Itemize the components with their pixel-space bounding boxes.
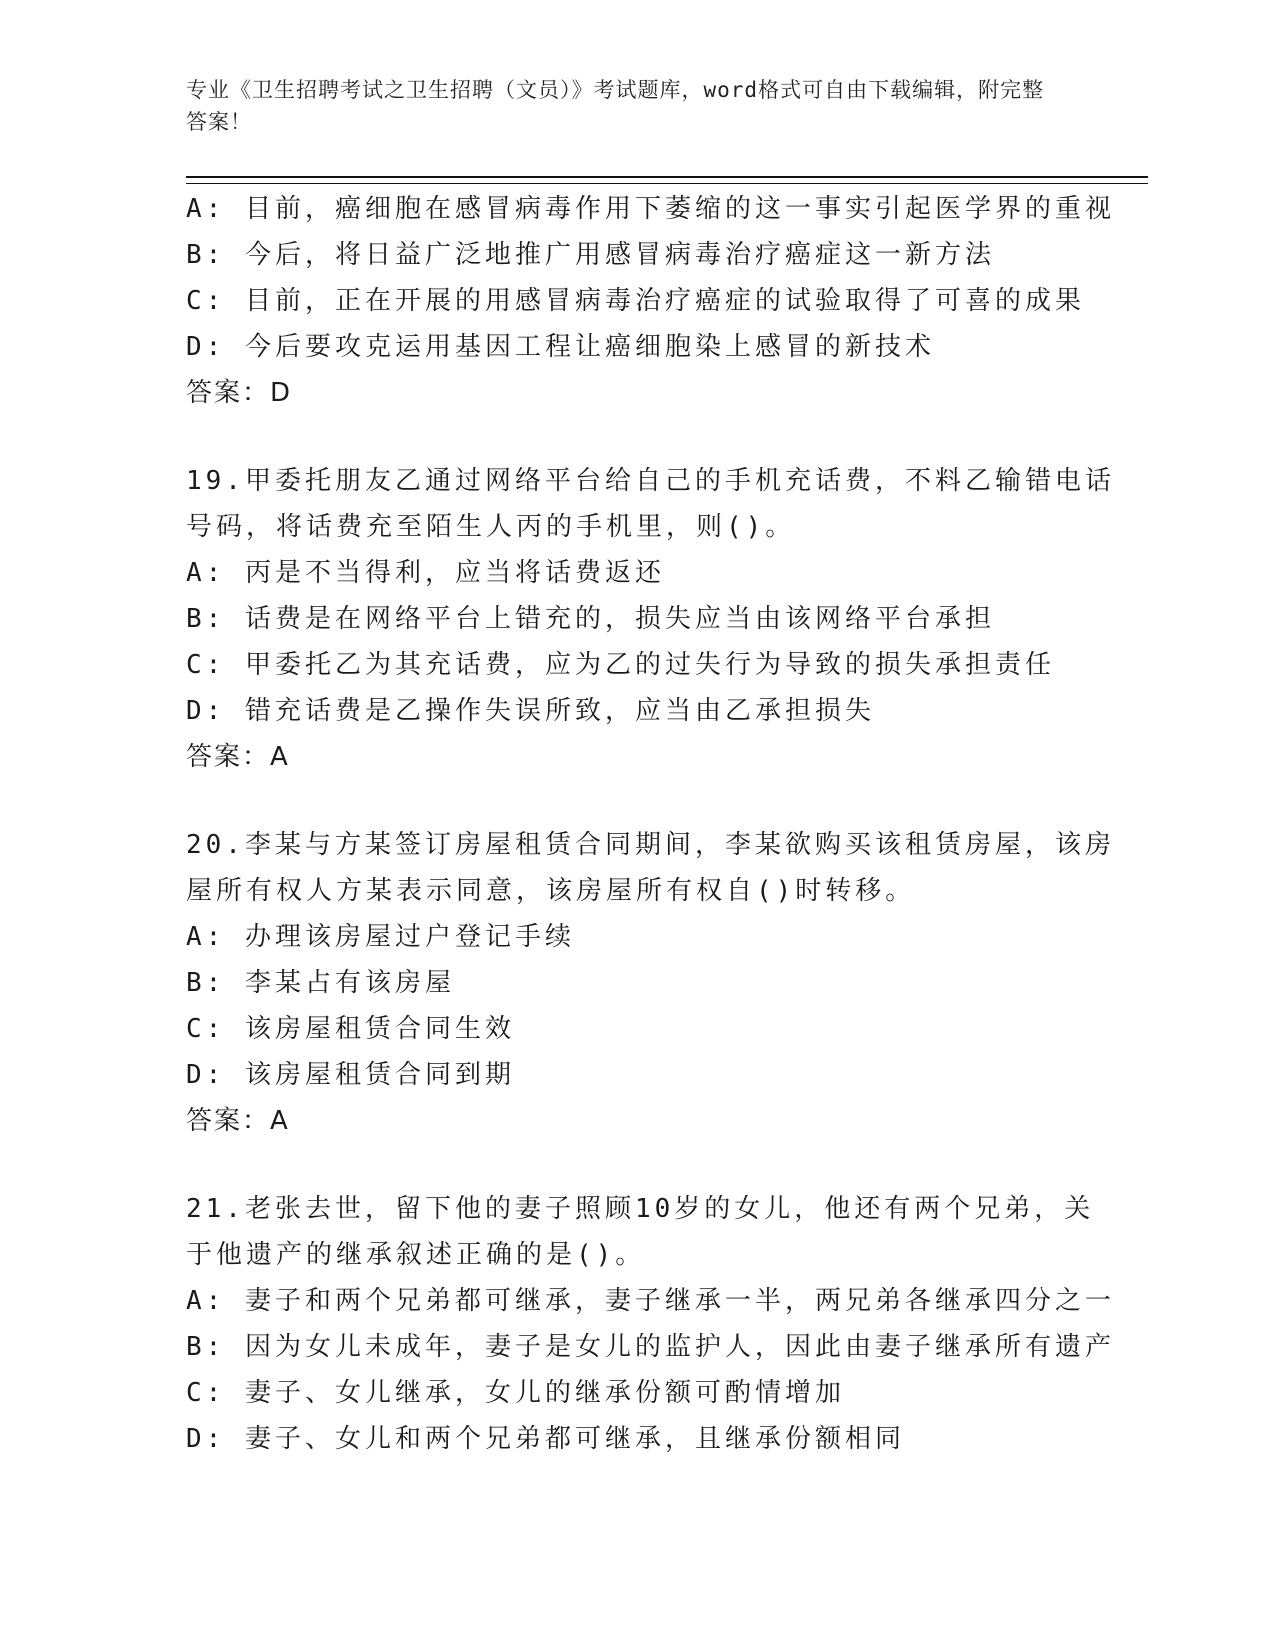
question-stem-continued: 屋所有权人方某表示同意，该房屋所有权自()时转移。 [186,876,916,906]
question-19 [186,458,1115,780]
option-b: B: 李某占有该房屋 [186,968,455,998]
question-stem-continued: 号码，将话费充至陌生人丙的手机里，则()。 [186,512,796,542]
question-20 [186,822,1115,1144]
header-rule-thick [186,176,1148,178]
option-b: B: 话费是在网络平台上错充的，损失应当由该网络平台承担 [186,604,995,634]
option-b: B: 今后，将日益广泛地推广用感冒病毒治疗癌症这一新方法 [186,240,995,270]
question-stem: 21.老张去世，留下他的妻子照顾10岁的女儿，他还有两个兄弟，关 [186,1194,1095,1224]
answer: 答案：A [186,742,290,772]
question-stem: 19.甲委托朋友乙通过网络平台给自己的手机充话费，不料乙输错电话 [186,466,1115,496]
option-d: D: 该房屋租赁合同到期 [186,1060,515,1090]
option-a: A: 丙是不当得利，应当将话费返还 [186,558,665,588]
option-c: C: 该房屋租赁合同生效 [186,1014,515,1044]
answer: 答案：A [186,1106,290,1136]
option-d: D: 错充话费是乙操作失误所致，应当由乙承担损失 [186,696,875,726]
option-a: A: 妻子和两个兄弟都可继承，妻子继承一半，两兄弟各继承四分之一 [186,1286,1115,1316]
option-a: A: 办理该房屋过户登记手续 [186,922,575,952]
question-18 [186,186,1115,416]
option-d: D: 今后要攻克运用基因工程让癌细胞染上感冒的新技术 [186,332,935,362]
answer: 答案：D [186,378,293,408]
option-c: C: 目前，正在开展的用感冒病毒治疗癌症的试验取得了可喜的成果 [186,286,1085,316]
option-d: D: 妻子、女儿和两个兄弟都可继承，且继承份额相同 [186,1424,905,1454]
option-c: C: 妻子、女儿继承，女儿的继承份额可酌情增加 [186,1378,845,1408]
header-rule-thin [186,183,1148,184]
question-stem: 20.李某与方某签订房屋租赁合同期间，李某欲购买该租赁房屋，该房 [186,830,1115,860]
question-list [186,186,1115,1462]
question-21 [186,1186,1115,1462]
option-a: A: 目前，癌细胞在感冒病毒作用下萎缩的这一事实引起医学界的重视 [186,194,1115,224]
document-header: 专业《卫生招聘考试之卫生招聘（文员）》考试题库，word格式可自由下载编辑，附完整答案！ [186,78,1045,134]
option-b: B: 因为女儿未成年，妻子是女儿的监护人，因此由妻子继承所有遗产 [186,1332,1115,1362]
option-c: C: 甲委托乙为其充话费，应为乙的过失行为导致的损失承担责任 [186,650,1055,680]
question-stem-continued: 于他遗产的继承叙述正确的是()。 [186,1240,646,1270]
